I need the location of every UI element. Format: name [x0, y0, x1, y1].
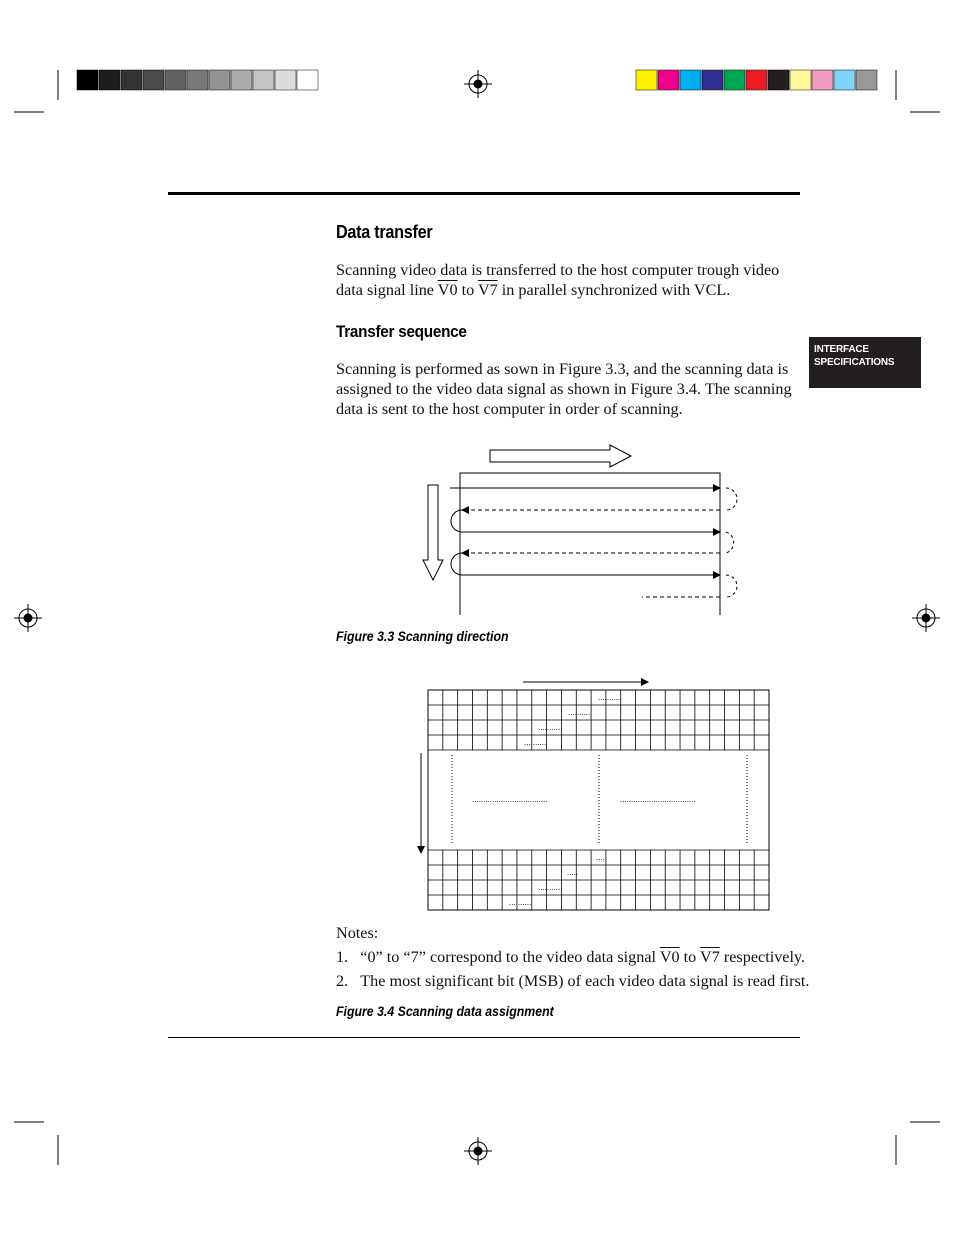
gray-swatch — [99, 70, 120, 90]
row1-mark: .......... — [598, 693, 621, 702]
color-swatch — [790, 70, 811, 90]
color-swatch — [680, 70, 701, 90]
gray-swatch — [77, 70, 98, 90]
color-swatch — [834, 70, 855, 90]
subsection-paragraph: Scanning is performed as sown in Figure 3.3, and the scanning data is assigned to the video data signal as shown in Figure 3.4. The scanning data is sent to the host computer in order of scanning. — [336, 360, 792, 418]
bottom-row2-mark: ..... — [567, 868, 579, 877]
right-loop-3 — [726, 575, 737, 597]
figure-3-4-caption: Figure 3.4 Scanning data assignment — [336, 1003, 554, 1019]
color-swatch — [636, 70, 657, 90]
sub-scan-arrow — [423, 485, 443, 580]
gray-swatch — [297, 70, 318, 90]
note-2-number: 2. — [336, 972, 349, 990]
gray-swatch — [275, 70, 296, 90]
note-1-signal-v7: V7 — [700, 948, 720, 966]
main-scan-arrow — [490, 445, 631, 467]
para-text-before: Scanning video data is transferred to the host computer trough video data signal line — [336, 261, 780, 299]
side-tab-line1: INTERFACE — [814, 344, 869, 355]
crosshair-target-left — [14, 604, 42, 632]
bottom-row4-mark: .......... — [509, 898, 532, 907]
gray-swatch — [187, 70, 208, 90]
note-1 — [336, 945, 809, 969]
color-swatch — [724, 70, 745, 90]
para-text-to: to — [457, 281, 478, 299]
section-paragraph — [336, 260, 806, 300]
figure-3-4-scanning-data-assignment — [410, 670, 780, 920]
signal-v7: V7 — [477, 281, 498, 299]
note-1-signal-v0: V0 — [659, 948, 680, 966]
row2-mark: .......... — [568, 708, 591, 717]
note-1-number: 1. — [336, 948, 349, 966]
bottom-row3-mark: .......... — [538, 883, 561, 892]
color-swatch — [812, 70, 833, 90]
bottom-row1-mark: ..... — [596, 853, 608, 862]
mid-mark-right: .................................. — [620, 795, 696, 804]
gray-swatch — [165, 70, 186, 90]
crosshair-target-bottom — [464, 1137, 492, 1165]
note-1-text-after: respectively. — [719, 948, 806, 966]
gray-swatch — [253, 70, 274, 90]
figure-3-3-scanning-direction — [410, 440, 750, 620]
gray-swatch — [143, 70, 164, 90]
gray-swatch — [231, 70, 252, 90]
note-2-text: The most significant bit (MSB) of each video data signal is read first. — [360, 972, 810, 990]
header-rule — [168, 192, 800, 195]
side-tab-line2: SPECIFICATIONS — [814, 357, 895, 368]
right-loop-2 — [726, 532, 734, 553]
row4-mark: .......... — [524, 738, 547, 747]
side-tab-interface-specifications — [809, 337, 921, 388]
subsection-title: Transfer sequence — [336, 322, 467, 341]
document-frame — [460, 473, 720, 615]
note-2 — [336, 969, 809, 993]
gray-swatch — [209, 70, 230, 90]
gray-swatch — [121, 70, 142, 90]
note-1-text-to: to — [679, 948, 701, 966]
color-swatch — [856, 70, 877, 90]
para-text-after: in parallel synchronized with VCL. — [497, 281, 731, 299]
color-swatch — [658, 70, 679, 90]
mid-mark-left: .................................. — [472, 795, 548, 804]
crosshair-target-right — [912, 604, 940, 632]
row3-mark: .......... — [538, 723, 561, 732]
figure-notes — [336, 921, 809, 993]
color-swatch — [746, 70, 767, 90]
signal-v0: V0 — [437, 281, 458, 299]
footer-rule — [168, 1037, 800, 1038]
note-1-text-before: “0” to “7” correspond to the video data signal — [360, 948, 660, 966]
color-swatch — [702, 70, 723, 90]
section-title: Data transfer — [336, 222, 433, 242]
crosshair-target-top — [464, 70, 492, 98]
right-loop-1 — [726, 488, 737, 510]
color-swatch — [768, 70, 789, 90]
notes-heading: Notes: — [336, 924, 379, 942]
figure-3-3-caption: Figure 3.3 Scanning direction — [336, 628, 509, 644]
